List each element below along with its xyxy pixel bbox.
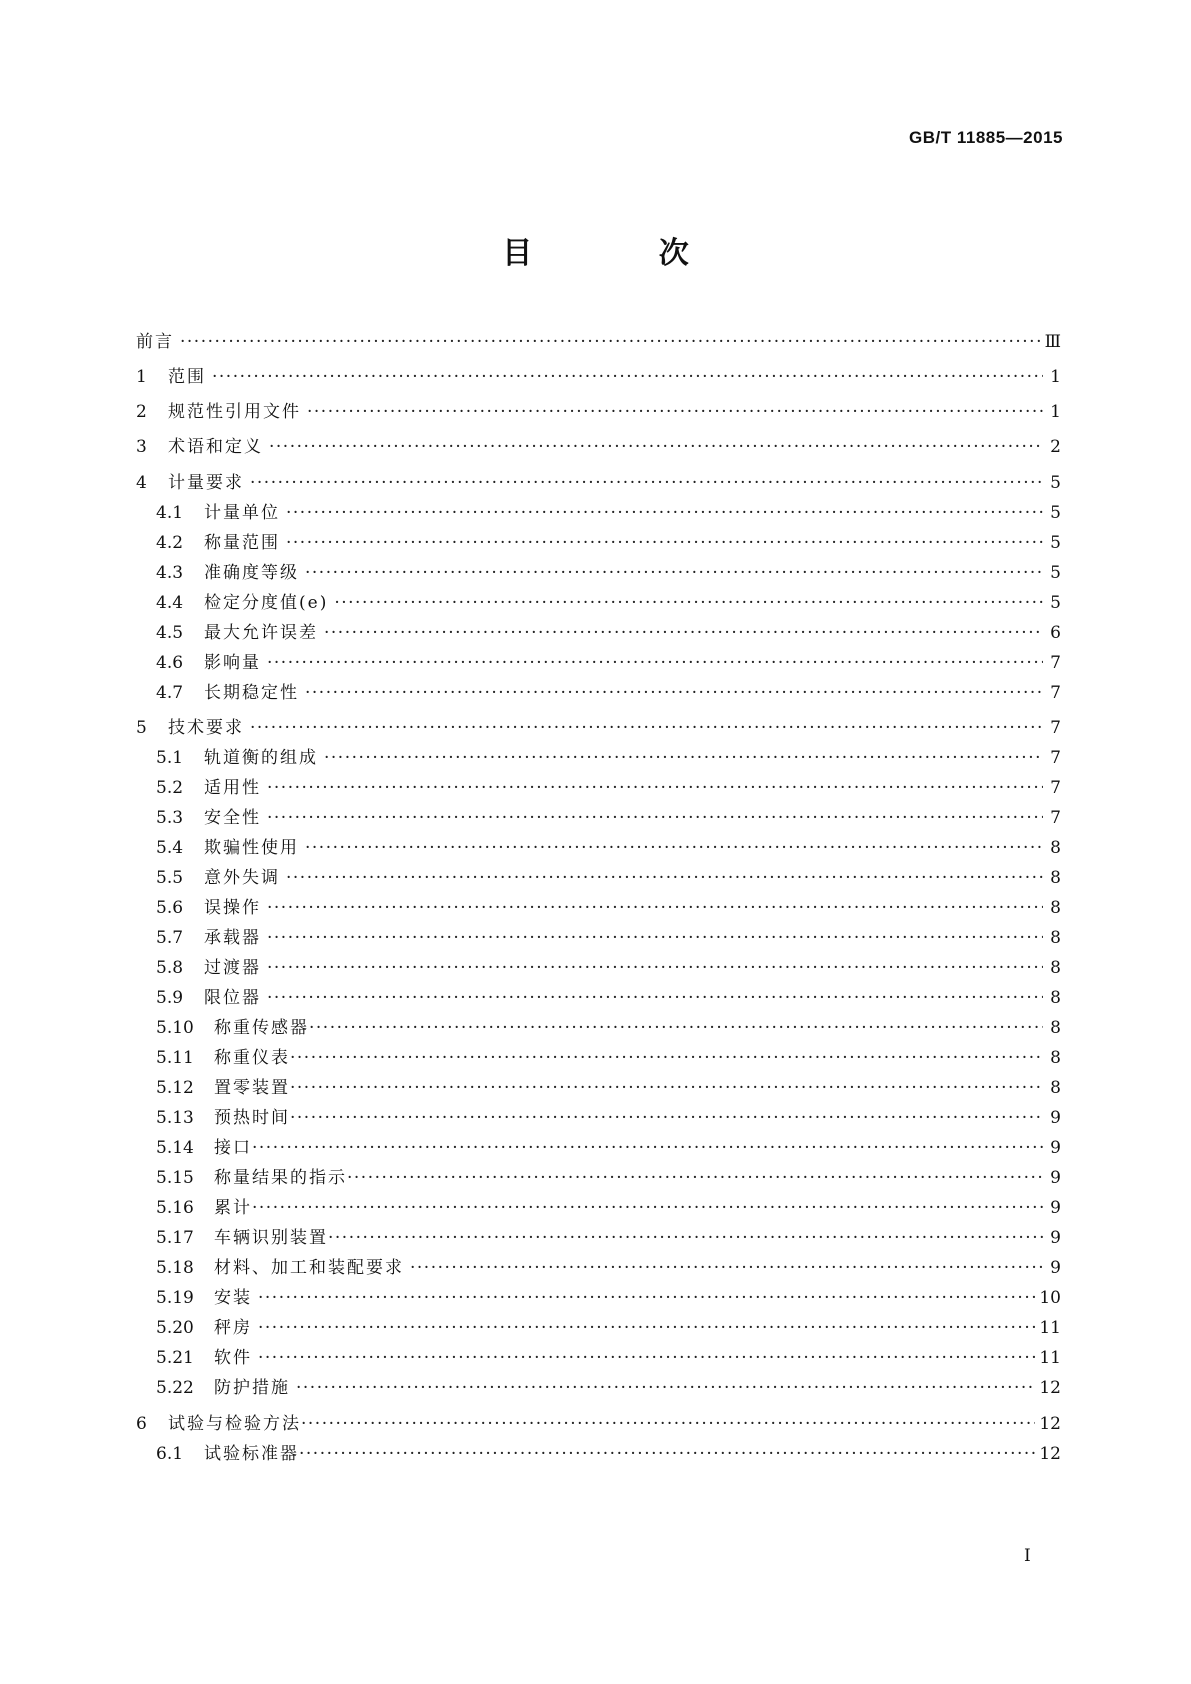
toc-entry-label: 称量结果的指示 (214, 1168, 347, 1188)
toc-subentry[interactable] (156, 529, 1061, 557)
toc-leader-dots (299, 1440, 1035, 1468)
toc-entry-label: 试验标准器 (204, 1444, 299, 1464)
toc-entry-page: 2 (1050, 437, 1061, 457)
toc-entry-label: 试验与检验方法 (168, 1414, 301, 1434)
toc-subentry[interactable] (156, 559, 1061, 587)
toc-subentry[interactable] (156, 1314, 1061, 1342)
toc-entry-page: 1 (1050, 367, 1061, 387)
toc-leader-dots (250, 469, 1043, 497)
toc-entry-number: 2 (136, 402, 147, 422)
toc-entry[interactable] (136, 433, 1061, 461)
toc-entry-number: 5.2 (156, 778, 184, 798)
toc-leader-dots (252, 1194, 1043, 1222)
toc-entry-page: 8 (1050, 988, 1061, 1008)
toc-entry-page: 8 (1050, 928, 1061, 948)
toc-entry-number: 5.17 (156, 1228, 194, 1248)
toc-entry-label: 过渡器 (204, 958, 261, 978)
toc-entry[interactable] (136, 1410, 1061, 1438)
toc-entry-label: 材料、加工和装配要求 (214, 1258, 404, 1278)
toc-entry[interactable] (136, 714, 1061, 742)
toc-subentry[interactable] (156, 619, 1061, 647)
toc-leader-dots (286, 864, 1043, 892)
toc-subentry[interactable] (156, 1134, 1061, 1162)
toc-leader-dots (267, 649, 1043, 677)
toc-subentry[interactable] (156, 804, 1061, 832)
toc-entry-label: 接口 (214, 1138, 252, 1158)
toc-entry-label: 安装 (214, 1288, 252, 1308)
toc-entry-number: 5.14 (156, 1138, 194, 1158)
toc-entry-number: 5.4 (156, 838, 184, 858)
toc-subentry[interactable] (156, 589, 1061, 617)
toc-entry-page: 5 (1050, 473, 1061, 493)
toc-entry-page: 8 (1050, 838, 1061, 858)
toc-leader-dots (290, 1074, 1043, 1102)
toc-leader-dots (305, 679, 1043, 707)
standard-code: GB/T 11885—2015 (909, 128, 1063, 147)
toc-leader-dots (286, 529, 1043, 557)
toc-subentry[interactable] (156, 1014, 1061, 1042)
toc-entry-page: 5 (1050, 533, 1061, 553)
toc-entry-number: 5.1 (156, 748, 184, 768)
toc-entry-number: 5.6 (156, 898, 184, 918)
toc-entry-page: 11 (1039, 1318, 1061, 1338)
toc-entry-number: 5.7 (156, 928, 184, 948)
toc-subentry[interactable] (156, 984, 1061, 1012)
toc-entry-number: 5 (136, 718, 147, 738)
toc-leader-dots (212, 363, 1043, 391)
toc-entry-number: 4.2 (156, 533, 184, 553)
toc-entry-label: 累计 (214, 1198, 252, 1218)
toc-entry-number: 3 (136, 437, 147, 457)
toc-subentry[interactable] (156, 679, 1061, 707)
toc-entry-number: 5.15 (156, 1168, 194, 1188)
toc-entry-number: 5.5 (156, 868, 184, 888)
toc-subentry[interactable] (156, 1374, 1061, 1402)
toc-entry-label: 称重仪表 (214, 1048, 290, 1068)
toc-entry-number: 5.10 (156, 1018, 194, 1038)
toc-entry-page: 9 (1050, 1258, 1061, 1278)
toc-entry-label: 称量范围 (204, 533, 280, 553)
toc-entry-page: 9 (1050, 1228, 1061, 1248)
toc-entry-number: 5.16 (156, 1198, 194, 1218)
toc-entry-page: 5 (1050, 563, 1061, 583)
toc-entry-page: 8 (1050, 958, 1061, 978)
toc-entry-label: 计量要求 (168, 473, 244, 493)
toc-entry-label: 术语和定义 (168, 437, 263, 457)
toc-entry-number: 5.8 (156, 958, 184, 978)
page-number: I (1024, 1546, 1031, 1566)
toc-entry-label: 规范性引用文件 (168, 402, 301, 422)
toc-entry-number: 1 (136, 367, 147, 387)
toc-entry-page: 7 (1050, 748, 1061, 768)
toc-leader-dots (250, 714, 1043, 742)
toc-subentry[interactable] (156, 1254, 1061, 1282)
toc-entry-page: 8 (1050, 1078, 1061, 1098)
toc-subentry[interactable] (156, 774, 1061, 802)
toc-entry-page: 9 (1050, 1198, 1061, 1218)
toc-leader-dots (410, 1254, 1043, 1282)
toc-leader-dots (269, 433, 1043, 461)
toc-entry-page: 7 (1050, 683, 1061, 703)
toc-leader-dots (267, 924, 1043, 952)
toc-entry-page: 12 (1039, 1444, 1061, 1464)
toc-entry-label: 前言 (136, 332, 174, 352)
toc-subentry[interactable] (156, 894, 1061, 922)
toc-entry-label: 意外失调 (204, 868, 280, 888)
toc-entry-number: 4.1 (156, 503, 184, 523)
toc-entry-page: 9 (1050, 1138, 1061, 1158)
toc-entry-number: 4.6 (156, 653, 184, 673)
toc-entry[interactable] (136, 469, 1061, 497)
toc-entry-label: 长期稳定性 (204, 683, 299, 703)
toc-entry-foreword[interactable] (136, 328, 1061, 356)
toc-leader-dots (258, 1314, 1035, 1342)
toc-entry-page: 7 (1050, 778, 1061, 798)
toc-entry-label: 承载器 (204, 928, 261, 948)
toc-leader-dots (252, 1134, 1043, 1162)
toc-subentry[interactable] (156, 1164, 1061, 1192)
toc-entry-label: 误操作 (204, 898, 261, 918)
toc-subentry[interactable] (156, 954, 1061, 982)
toc-entry-label: 秤房 (214, 1318, 252, 1338)
page-title: 目 次 (502, 236, 747, 271)
toc-leader-dots (324, 619, 1043, 647)
toc-entry-label: 安全性 (204, 808, 261, 828)
toc-entry-page: 9 (1050, 1168, 1061, 1188)
toc-leader-dots (267, 774, 1043, 802)
toc-subentry[interactable] (156, 924, 1061, 952)
toc-subentry[interactable] (156, 649, 1061, 677)
toc-leader-dots (267, 954, 1043, 982)
toc-leader-dots (290, 1044, 1043, 1072)
toc-entry-label: 范围 (168, 367, 206, 387)
toc-entry-page: 7 (1050, 808, 1061, 828)
toc-entry[interactable] (136, 363, 1061, 391)
toc-subentry[interactable] (156, 1284, 1061, 1312)
toc-subentry[interactable] (156, 1194, 1061, 1222)
toc-leader-dots (296, 1374, 1035, 1402)
toc-entry-page: 7 (1050, 653, 1061, 673)
toc-subentry[interactable] (156, 1344, 1061, 1372)
toc-entry-page: 7 (1050, 718, 1061, 738)
toc-entry-number: 4.5 (156, 623, 184, 643)
toc-entry-label: 欺骗性使用 (204, 838, 299, 858)
toc-subentry[interactable] (156, 1104, 1061, 1132)
toc-entry-label: 预热时间 (214, 1108, 290, 1128)
toc-entry-number: 6 (136, 1414, 147, 1434)
toc-entry-number: 5.9 (156, 988, 184, 1008)
toc-leader-dots (347, 1164, 1043, 1192)
toc-subentry[interactable] (156, 499, 1061, 527)
toc-entry-page: 11 (1039, 1348, 1061, 1368)
toc-entry-label: 最大允许误差 (204, 623, 318, 643)
toc-leader-dots (305, 559, 1043, 587)
toc-entry-label: 防护措施 (214, 1378, 290, 1398)
toc-entry-label: 称重传感器 (214, 1018, 309, 1038)
toc-entry-page: 9 (1050, 1108, 1061, 1128)
toc-entry-label: 影响量 (204, 653, 261, 673)
toc-entry-page: 5 (1050, 593, 1061, 613)
toc-subentry[interactable] (156, 864, 1061, 892)
toc-entry-label: 置零装置 (214, 1078, 290, 1098)
toc-entry-number: 5.19 (156, 1288, 194, 1308)
toc-entry-page: 8 (1050, 1048, 1061, 1068)
toc-leader-dots (267, 804, 1043, 832)
toc-entry-number: 4.3 (156, 563, 184, 583)
toc-leader-dots (309, 1014, 1043, 1042)
toc-leader-dots (180, 328, 1041, 356)
toc-entry-page: 5 (1050, 503, 1061, 523)
toc-entry-number: 5.3 (156, 808, 184, 828)
toc-leader-dots (258, 1344, 1035, 1372)
toc-leader-dots (307, 398, 1043, 426)
toc-entry-page: 10 (1039, 1288, 1061, 1308)
toc-entry-number: 5.11 (156, 1048, 194, 1068)
toc-entry-page: 12 (1039, 1414, 1061, 1434)
toc-entry-label: 轨道衡的组成 (204, 748, 318, 768)
toc-entry-page: 8 (1050, 1018, 1061, 1038)
toc-entry-label: 计量单位 (204, 503, 280, 523)
toc-leader-dots (328, 1224, 1043, 1252)
toc-entry-number: 6.1 (156, 1444, 184, 1464)
toc-subentry[interactable] (156, 1074, 1061, 1102)
toc-entry-label: 限位器 (204, 988, 261, 1008)
toc-entry-number: 5.13 (156, 1108, 194, 1128)
toc-entry-number: 5.12 (156, 1078, 194, 1098)
toc-leader-dots (290, 1104, 1043, 1132)
toc-leader-dots (334, 589, 1043, 617)
toc-leader-dots (324, 744, 1043, 772)
toc-entry-number: 4.7 (156, 683, 184, 703)
toc-leader-dots (267, 984, 1043, 1012)
toc-entry[interactable] (136, 398, 1061, 426)
toc-subentry[interactable] (156, 744, 1061, 772)
toc-leader-dots (305, 834, 1043, 862)
toc-entry-number: 5.18 (156, 1258, 194, 1278)
toc-entry-page: Ⅲ (1044, 332, 1061, 352)
toc-entry-page: 12 (1039, 1378, 1061, 1398)
toc-entry-page: 8 (1050, 898, 1061, 918)
toc-leader-dots (267, 894, 1043, 922)
toc-entry-label: 技术要求 (168, 718, 244, 738)
toc-entry-number: 4.4 (156, 593, 184, 613)
toc-leader-dots (286, 499, 1043, 527)
toc-entry-number: 5.22 (156, 1378, 194, 1398)
toc-entry-label: 准确度等级 (204, 563, 299, 583)
toc-subentry[interactable] (156, 1440, 1061, 1468)
toc-entry-label: 软件 (214, 1348, 252, 1368)
toc-entry-label: 车辆识别装置 (214, 1228, 328, 1248)
toc-entry-label: 适用性 (204, 778, 261, 798)
toc-entry-number: 5.20 (156, 1318, 194, 1338)
toc-entry-page: 1 (1050, 402, 1061, 422)
toc-entry-page: 8 (1050, 868, 1061, 888)
toc-entry-label: 检定分度值(e) (204, 593, 329, 613)
toc-entry-number: 5.21 (156, 1348, 194, 1368)
toc-entry-page: 6 (1050, 623, 1061, 643)
toc-subentry[interactable] (156, 1224, 1061, 1252)
toc-subentry[interactable] (156, 834, 1061, 862)
toc-leader-dots (301, 1410, 1035, 1438)
toc-subentry[interactable] (156, 1044, 1061, 1072)
toc-leader-dots (258, 1284, 1035, 1312)
toc-entry-number: 4 (136, 473, 147, 493)
